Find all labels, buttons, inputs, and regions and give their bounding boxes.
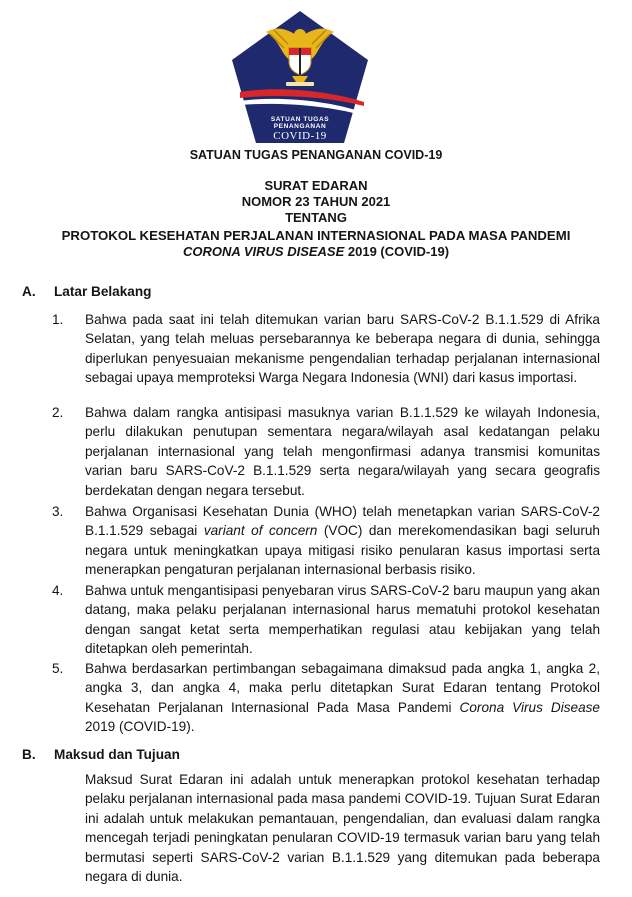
document-type: SURAT EDARAN [264, 178, 368, 193]
text-part: Bahwa Organisasi Kesehatan Dunia (WHO) telah menetapkan varian SARS-CoV-2 B.1.1.529 sebagai [85, 504, 600, 539]
italic-term: variant of concern [203, 523, 318, 539]
section-b-title: Maksud dan Tujuan [54, 747, 180, 762]
list-item-number: 5. [52, 661, 64, 676]
subject-rest-part: 2019 (COVID-19) [344, 244, 450, 259]
list-item-text [85, 659, 600, 737]
list-item [52, 502, 600, 580]
document-about: TENTANG [285, 210, 347, 225]
section-b-label: B. [22, 747, 36, 762]
list-item-text [85, 502, 600, 580]
list-item-number: 1. [52, 312, 64, 327]
list-item-number: 3. [52, 504, 64, 519]
list-item [52, 310, 600, 388]
logo-text-line1: SATUAN TUGAS [270, 116, 330, 123]
list-item-text: Bahwa pada saat ini telah ditemukan varian baru SARS-CoV-2 B.1.1.529 di Afrika Selatan, yang telah meluas persebarannya ke beberapa negara di dunia, sehingga diperlukan penyesuaian mekanisme pengendalian terhadap perjalanan internasional sebagai upaya memproteksi Warga Negara Indonesia (WNI) dari kasus importasi. [85, 312, 600, 386]
list-item-text: Bahwa untuk mengantisipasi penyebaran virus SARS-CoV-2 baru maupun yang akan datang, maka pelaku perjalanan internasional harus mematuhi protokol kesehatan dengan sangat ketat serta memperhatikan regulasi atau kebijakan yang telah ditetapkan oleh pemerintah. [85, 583, 600, 657]
satgas-covid19-logo [226, 8, 374, 148]
organization-name: SATUAN TUGAS PENANGANAN COVID-19 [189, 148, 443, 162]
logo-text-line3: COVID-19 [273, 130, 327, 142]
document-number: NOMOR 23 TAHUN 2021 [241, 194, 391, 209]
italic-term: Corona Virus Disease [459, 699, 600, 715]
section-a-label: A. [22, 284, 36, 299]
list-item-number: 4. [52, 583, 64, 598]
subject-italic-part: CORONA VIRUS DISEASE [182, 244, 345, 259]
logo-text-line2: PENANGANAN [273, 123, 327, 130]
document-subject-line2 [0, 244, 632, 260]
list-item [52, 581, 600, 659]
list-item-number: 2. [52, 405, 64, 420]
text-part: (VOC) dan merekomendasikan bagi seluruh negara untuk meningkatkan upaya mitigasi risiko penularan kasus importasi serta menerapkan pengaturan perjalanan internasional berbasis risiko. [85, 523, 600, 578]
list-item [52, 403, 600, 500]
text-part: 2019 (COVID-19). [85, 719, 195, 735]
list-item [52, 659, 600, 737]
section-b-body: Maksud Surat Edaran ini adalah untuk menerapkan protokol kesehatan terhadap pelaku perjalanan internasional pada masa pandemi COVID-19. Tujuan Surat Edaran ini adalah untuk melakukan pemantauan, pengendalian, dan evaluasi dalam rangka mencegah terjadi peningkatan penularan COVID-19 termasuk varian baru yang telah bermutasi seperti SARS-CoV-2 varian B.1.1.529 yang ditemukan pada beberapa negara di dunia. [85, 772, 600, 885]
section-a-title: Latar Belakang [54, 284, 152, 299]
logo-graphic [226, 8, 374, 148]
document-subject-line1: PROTOKOL KESEHATAN PERJALANAN INTERNASIONAL PADA MASA PANDEMI [61, 228, 571, 243]
text-part: Bahwa berdasarkan pertimbangan sebagaimana dimaksud pada angka 1, angka 2, angka 3, dan angka 4, maka perlu ditetapkan Surat Edaran tentang Protokol Kesehatan Perjalanan Internasional Pada Masa Pandemi [85, 661, 600, 715]
list-item-text: Bahwa dalam rangka antisipasi masuknya varian B.1.1.529 ke wilayah Indonesia, perlu dilakukan penutupan sementara negara/wilayah asal kedatangan pelaku perjalanan internasional yang telah mengonfirmasi adanya transmisi komunitas varian baru SARS-CoV-2 B.1.1.529 serta negara/wilayah yang secara geografis berdekatan dengan negara tersebut. [85, 405, 600, 498]
